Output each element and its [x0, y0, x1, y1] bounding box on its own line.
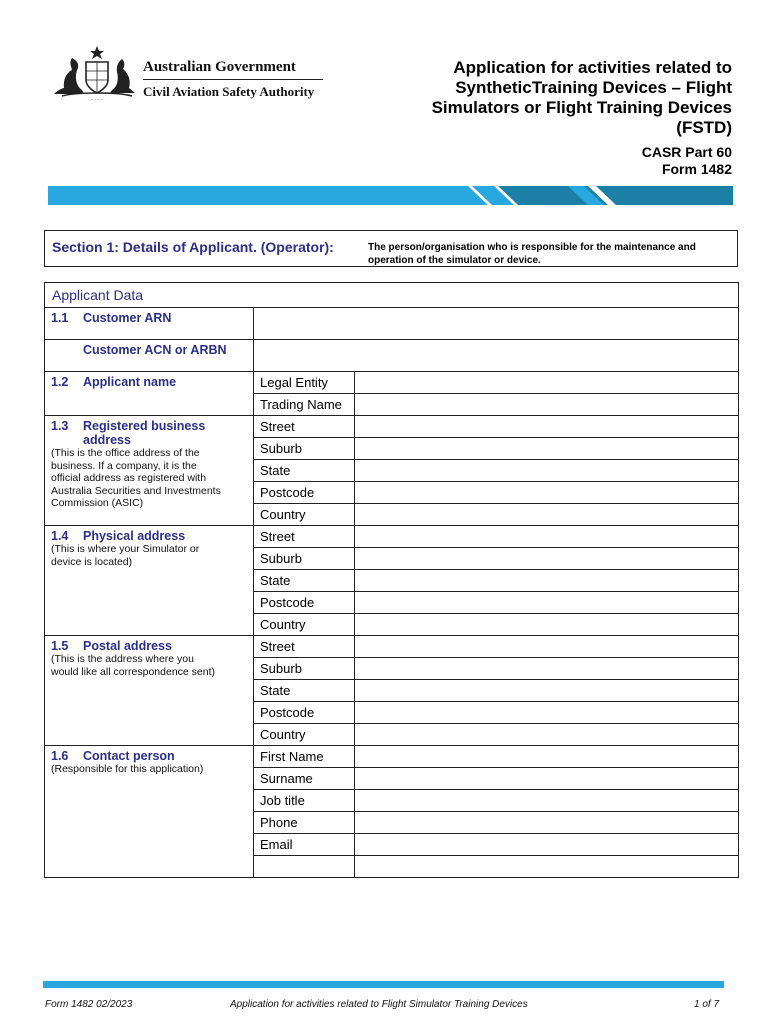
registered-postcode-field[interactable] [355, 482, 739, 504]
legal-entity-label: Legal Entity [254, 372, 355, 394]
country-label: Country [254, 614, 355, 636]
surname-field[interactable] [355, 768, 739, 790]
note-line: business. If a company, it is the [51, 459, 197, 472]
applicant-data-table [44, 282, 739, 878]
job-title-label: Job title [254, 790, 355, 812]
section1-box [44, 230, 738, 267]
country-label: Country [254, 724, 355, 746]
postcode-label: Postcode [254, 482, 355, 504]
first-name-label: First Name [254, 746, 355, 768]
field-note [51, 763, 247, 776]
item-number: 1.6 [51, 749, 69, 763]
agency-name [143, 57, 323, 101]
page-number: 1 of 7 [694, 999, 720, 1010]
applicant-name-label [45, 372, 254, 416]
suburb-label: Suburb [254, 658, 355, 680]
table-title: Applicant Data [45, 283, 739, 308]
field-label: Physical address [83, 529, 186, 543]
footer-form-id: Form 1482 02/2023 [45, 999, 133, 1010]
field-note [51, 653, 247, 678]
registered-suburb-field[interactable] [355, 438, 739, 460]
header-banner [48, 186, 733, 205]
suburb-label: Suburb [254, 548, 355, 570]
first-name-field[interactable] [355, 746, 739, 768]
surname-label: Surname [254, 768, 355, 790]
postal-country-field[interactable] [355, 724, 739, 746]
note-line: device is located) [51, 555, 133, 568]
footer-bar [43, 981, 724, 988]
contact-person-label [45, 746, 254, 878]
postal-street-field[interactable] [355, 636, 739, 658]
customer-acn-label [45, 340, 254, 372]
job-title-field[interactable] [355, 790, 739, 812]
state-label: State [254, 570, 355, 592]
field-label: Customer ACN or ARBN [83, 343, 227, 357]
field-label: address [83, 433, 131, 447]
form-title [372, 58, 732, 138]
postal-state-field[interactable] [355, 680, 739, 702]
field-label: Registered business [83, 419, 206, 433]
customer-arn-label [45, 308, 254, 340]
physical-state-field[interactable] [355, 570, 739, 592]
item-number: 1.5 [51, 639, 69, 653]
note-line: Australia Securities and Investments [51, 484, 221, 497]
field-note [51, 447, 247, 510]
field-label: Contact person [83, 749, 175, 763]
physical-suburb-field[interactable] [355, 548, 739, 570]
title-line: Application for activities related to [453, 58, 732, 77]
item-number: 1.1 [51, 311, 69, 325]
section1-heading: Section 1: Details of Applicant. (Operator): [52, 239, 334, 255]
extra-label[interactable] [254, 856, 355, 878]
field-label: Applicant name [83, 375, 177, 389]
country-label: Country [254, 504, 355, 526]
registered-address-label [45, 416, 254, 526]
email-field[interactable] [355, 834, 739, 856]
org-line1: Australian Government [143, 59, 296, 75]
legal-entity-field[interactable] [355, 372, 739, 394]
registered-street-field[interactable] [355, 416, 739, 438]
postal-postcode-field[interactable] [355, 702, 739, 724]
title-line: (FSTD) [676, 118, 732, 137]
coat-of-arms-logo [52, 44, 142, 102]
title-line: Simulators or Flight Training Devices [431, 98, 732, 117]
physical-street-field[interactable] [355, 526, 739, 548]
field-note [51, 543, 247, 568]
email-label: Email [254, 834, 355, 856]
section1-description [368, 241, 723, 267]
field-label: Customer ARN [83, 311, 172, 325]
physical-address-label [45, 526, 254, 636]
svg-text:~ ~ ~ ~: ~ ~ ~ ~ [91, 97, 103, 102]
note-line: (This is the address where you [51, 653, 194, 665]
customer-arn-field[interactable] [254, 308, 739, 340]
form-number: Form 1482 [661, 161, 732, 177]
postcode-label: Postcode [254, 702, 355, 724]
title-line: SyntheticTraining Devices – Flight [455, 78, 732, 97]
street-label: Street [254, 636, 355, 658]
desc-line: operation of the simulator or device. [368, 255, 541, 266]
postcode-label: Postcode [254, 592, 355, 614]
note-line: (This is where your Simulator or [51, 543, 200, 555]
suburb-label: Suburb [254, 438, 355, 460]
casr-part: CASR Part 60 [641, 144, 732, 160]
trading-name-field[interactable] [355, 394, 739, 416]
trading-name-label: Trading Name [254, 394, 355, 416]
extra-field[interactable] [355, 856, 739, 878]
phone-field[interactable] [355, 812, 739, 834]
note-line: (This is the office address of the [51, 447, 200, 459]
physical-postcode-field[interactable] [355, 592, 739, 614]
item-number: 1.2 [51, 375, 69, 389]
street-label: Street [254, 526, 355, 548]
note-line: official address as registered with [51, 472, 207, 484]
state-label: State [254, 680, 355, 702]
street-label: Street [254, 416, 355, 438]
desc-line: The person/organisation who is responsible for the maintenance and [368, 242, 696, 253]
postal-suburb-field[interactable] [355, 658, 739, 680]
registered-state-field[interactable] [355, 460, 739, 482]
phone-label: Phone [254, 812, 355, 834]
customer-acn-field[interactable] [254, 340, 739, 372]
note-line: would like all correspondence sent) [51, 665, 216, 678]
state-label: State [254, 460, 355, 482]
footer-title: Application for activities related to Flight Simulator Training Devices [230, 999, 528, 1010]
note-line: Commission (ASIC) [51, 497, 144, 509]
registered-country-field[interactable] [355, 504, 739, 526]
item-number: 1.3 [51, 419, 69, 433]
physical-country-field[interactable] [355, 614, 739, 636]
org-divider [143, 79, 323, 80]
org-line2: Civil Aviation Safety Authority [143, 84, 315, 99]
note-line: (Responsible for this application) [51, 763, 204, 775]
postal-address-label [45, 636, 254, 746]
item-number: 1.4 [51, 529, 69, 543]
field-label: Postal address [83, 639, 172, 653]
